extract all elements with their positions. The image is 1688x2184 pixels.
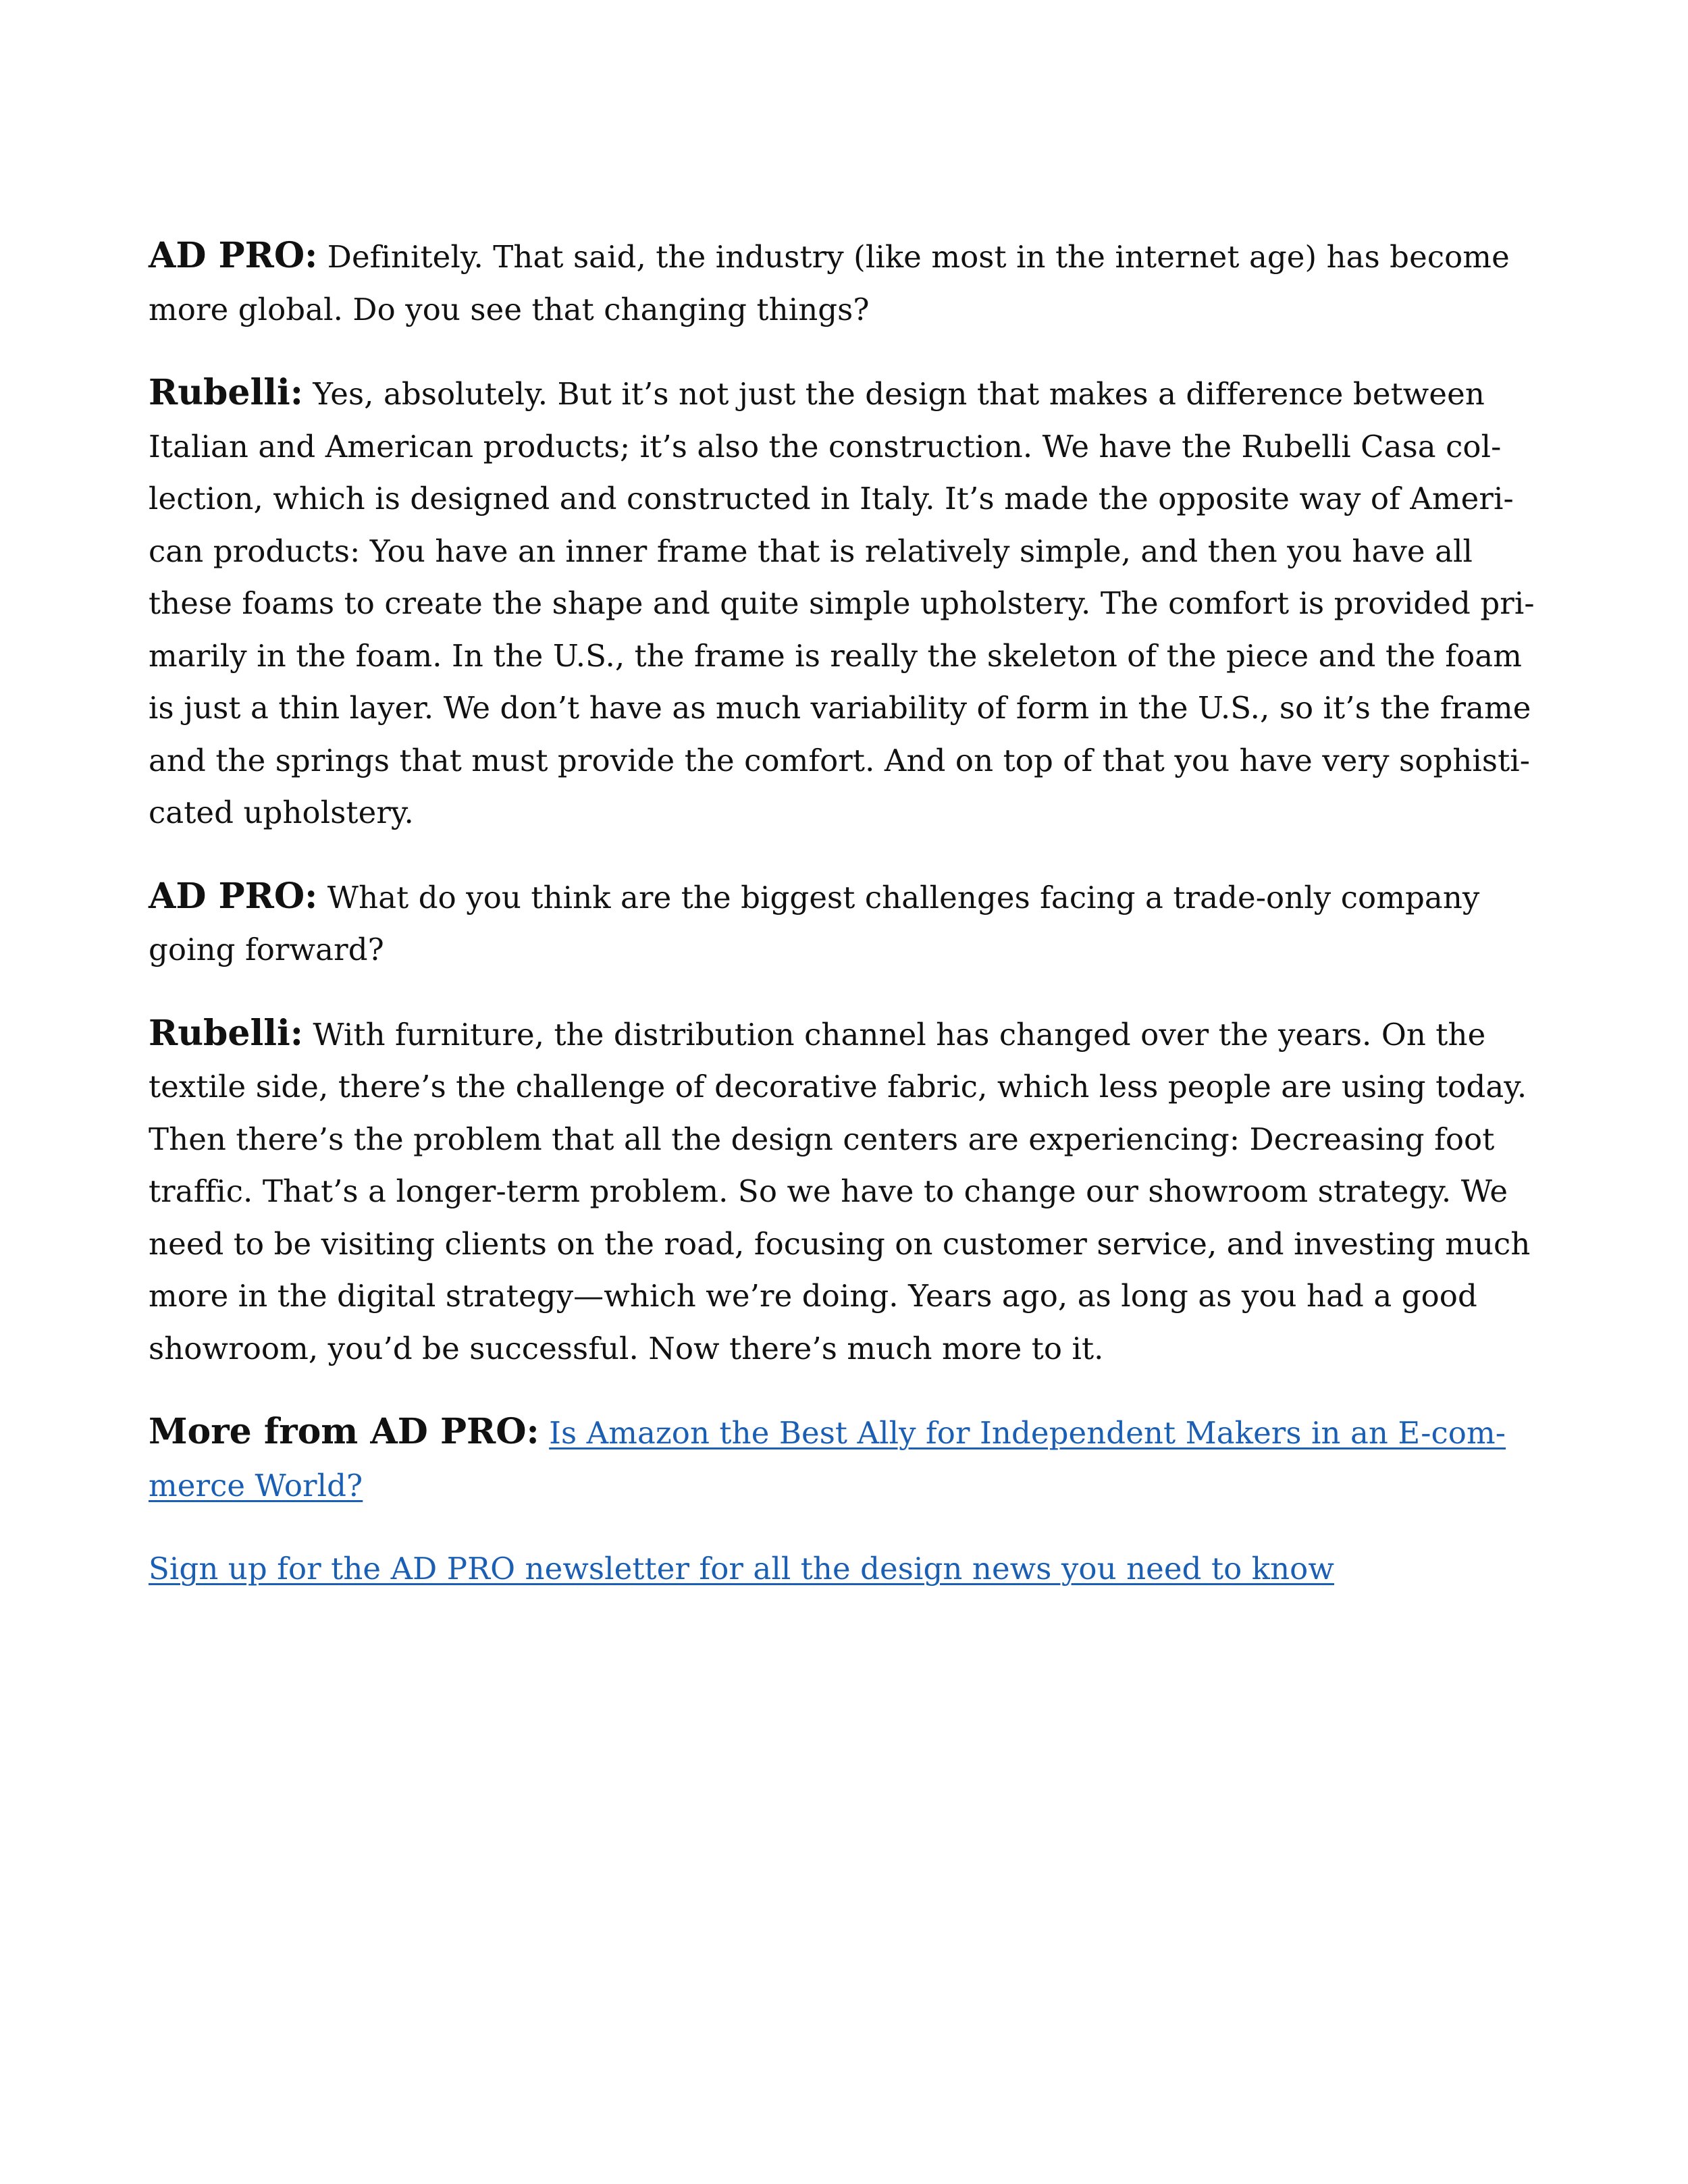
paragraph-line: traffic. That’s a longer-term problem. So we have to change our showroom strategy. We	[149, 1173, 1508, 1209]
more-from-label: More from AD PRO:	[149, 1411, 539, 1452]
paragraph-line: Italian and American products; it’s also the construction. We have the Rubelli Casa col-	[149, 428, 1502, 464]
paragraph-line: more global. Do you see that changing things?	[149, 291, 870, 327]
paragraph-line: marily in the foam. In the U.S., the frame is really the skeleton of the piece and the foam	[149, 637, 1522, 674]
related-article-link[interactable]: merce World?	[149, 1467, 363, 1503]
more-from-section	[149, 1406, 1546, 1512]
paragraph-text: What do you think are the biggest challenges facing a trade-only company	[327, 879, 1480, 915]
interview-paragraph	[149, 1007, 1546, 1375]
paragraph-line: Then there’s the problem that all the design centers are experiencing: Decreasing foot	[149, 1121, 1495, 1157]
speaker-label: AD PRO:	[149, 235, 318, 276]
newsletter-section	[149, 1543, 1546, 1595]
interview-paragraph	[149, 870, 1546, 976]
paragraph-line: going forward?	[149, 932, 384, 967]
paragraph-line: cated upholstery.	[149, 795, 414, 830]
paragraph-text: With furniture, the distribution channel has changed over the years. On the	[313, 1016, 1486, 1053]
paragraph-text: Yes, absolutely. But it’s not just the design that makes a difference between	[313, 376, 1485, 412]
paragraph-text: Definitely. That said, the industry (like most in the internet age) has become	[327, 239, 1510, 275]
paragraph-line: more in the digital strategy—which we’re doing. Years ago, as long as you had a good	[149, 1278, 1477, 1314]
interview-paragraph	[149, 367, 1546, 839]
paragraph-line: need to be visiting clients on the road, focusing on customer service, and investing much	[149, 1225, 1531, 1262]
related-article-link[interactable]: Is Amazon the Best Ally for Independent Makers in an E-com-	[549, 1415, 1506, 1451]
speaker-label: AD PRO:	[149, 875, 318, 917]
paragraph-line	[149, 1406, 1546, 1460]
paragraph-line	[149, 1460, 1546, 1512]
paragraph-line: textile side, there’s the challenge of decorative fabric, which less people are using today.	[149, 1069, 1527, 1104]
paragraph-line: showroom, you’d be successful. Now there’s much more to it.	[149, 1330, 1104, 1366]
paragraph-line	[149, 1543, 1546, 1595]
speaker-label: Rubelli:	[149, 1012, 303, 1054]
interview-paragraph	[149, 230, 1546, 336]
paragraph-line: lection, which is designed and constructed in Italy. It’s made the opposite way of Ameri-	[149, 481, 1514, 516]
speaker-label: Rubelli:	[149, 372, 303, 413]
paragraph-line	[149, 1007, 1546, 1061]
paragraph-line	[149, 870, 1546, 924]
paragraph-line	[149, 367, 1546, 421]
newsletter-signup-link[interactable]: Sign up for the AD PRO newsletter for all the design news you need to know	[149, 1551, 1334, 1587]
article-body	[149, 230, 1546, 1626]
paragraph-line	[149, 230, 1546, 284]
paragraph-line: and the springs that must provide the comfort. And on top of that you have very sophisti-	[149, 742, 1531, 778]
paragraph-line: can products: You have an inner frame that is relatively simple, and then you have all	[149, 533, 1473, 569]
paragraph-line: these foams to create the shape and quite simple upholstery. The comfort is provided pri-	[149, 585, 1535, 621]
paragraph-line: is just a thin layer. We don’t have as much variability of form in the U.S., so it’s the frame	[149, 690, 1531, 726]
